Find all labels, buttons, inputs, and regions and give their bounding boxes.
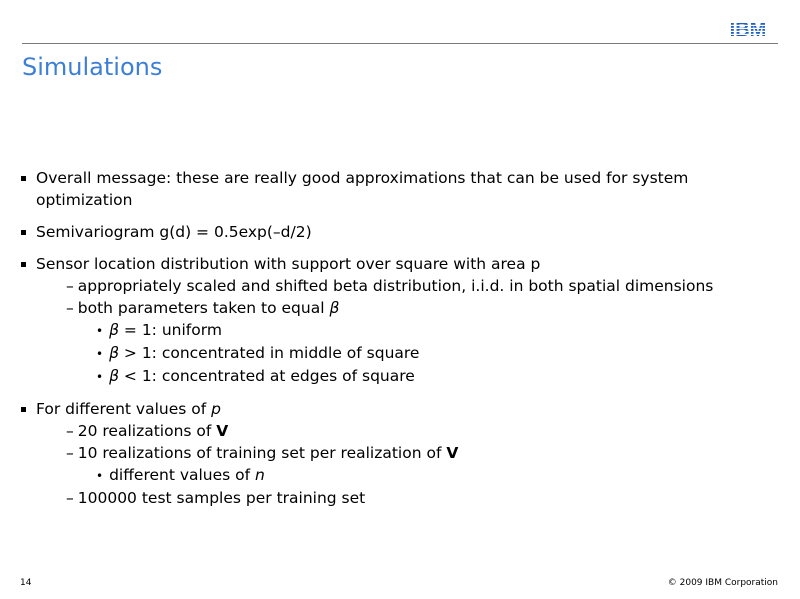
item-text: = 1: uniform	[118, 321, 222, 339]
beta-symbol: β	[329, 299, 340, 317]
beta-symbol: β	[109, 344, 119, 362]
sub-bullet-text: 100000 test samples per training set	[77, 489, 366, 507]
dash-marker: –	[66, 444, 74, 462]
sub-bullet	[36, 420, 760, 442]
bullet-text: Sensor location distribution with support over square with area p	[36, 255, 541, 273]
item-text: > 1: concentrated in middle of square	[118, 344, 420, 362]
slide-content	[20, 167, 760, 509]
dash-marker: –	[66, 422, 74, 440]
page-number: 14	[20, 578, 32, 588]
sub-bullet-text: appropriately scaled and shifted beta distribution, i.i.d. in both spatial dimensions	[77, 277, 714, 295]
sub-bullet	[36, 297, 760, 319]
dot-marker: •	[96, 370, 104, 384]
svg-text:IBM: IBM	[729, 20, 767, 38]
bullet-overall-message	[20, 167, 760, 211]
beta-symbol: β	[109, 321, 119, 339]
dot-marker: •	[96, 324, 104, 338]
sub-bullet-text: both parameters taken to equal	[77, 299, 330, 317]
sub-bullet-text: 10 realizations of training set per realization of	[77, 444, 447, 462]
sub-bullet	[36, 442, 760, 464]
variable-n: n	[255, 466, 265, 484]
sub-sub-bullet	[36, 342, 760, 365]
bullet-different-values	[20, 398, 760, 509]
sub-sub-bullet	[36, 464, 760, 487]
variable-p: p	[211, 400, 221, 418]
sub-bullet	[36, 487, 760, 509]
copyright: © 2009 IBM Corporation	[667, 578, 778, 588]
bullet-text: For different values of	[36, 400, 212, 418]
variable-v: V	[216, 422, 229, 440]
variable-v: V	[446, 444, 459, 462]
bullet-semivariogram	[20, 221, 760, 243]
item-text: different values of	[109, 466, 256, 484]
dot-marker: •	[96, 469, 104, 483]
sub-bullet-text: 20 realizations of	[77, 422, 217, 440]
ibm-logo	[720, 20, 776, 38]
header-rule	[22, 43, 778, 44]
dash-marker: –	[66, 277, 74, 295]
dot-marker: •	[96, 347, 104, 361]
dash-marker: –	[66, 299, 74, 317]
beta-symbol: β	[109, 367, 119, 385]
dash-marker: –	[66, 489, 74, 507]
bullet-sensor-location	[20, 253, 760, 388]
item-text: < 1: concentrated at edges of square	[118, 367, 415, 385]
bullet-text: Overall message: these are really good approximations that can be used for system optimization	[36, 169, 689, 209]
bullet-text: Semivariogram g(d) = 0.5exp(–d/2)	[36, 223, 312, 241]
sub-sub-bullet	[36, 319, 760, 342]
sub-sub-bullet	[36, 365, 760, 388]
sub-bullet	[36, 275, 760, 297]
page-title: Simulations	[22, 53, 163, 81]
